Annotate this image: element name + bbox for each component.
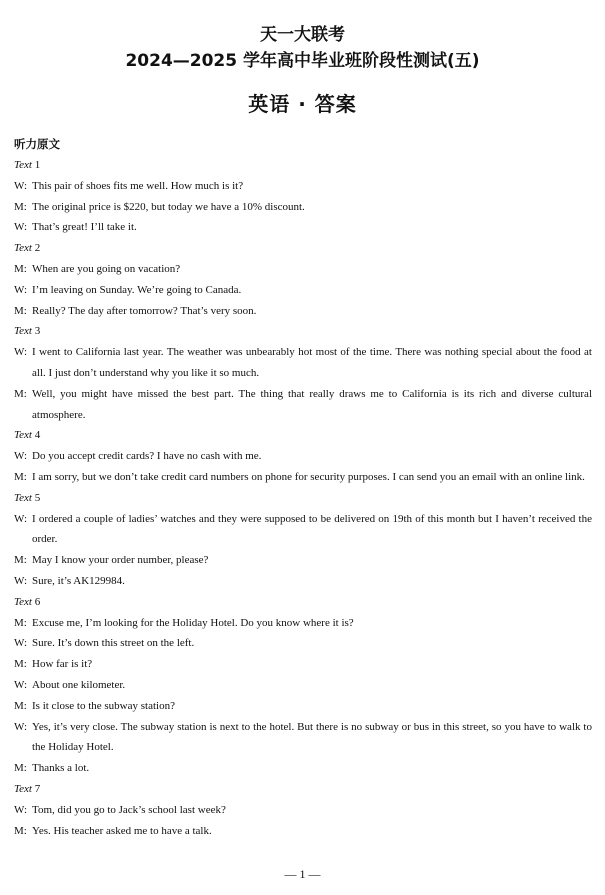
exam-title: 2024—2025 学年高中毕业班阶段性测试(五)	[125, 51, 480, 71]
text-label-number: 1	[34, 159, 41, 171]
speaker-tag: W:	[14, 574, 28, 587]
speaker-tag: M:	[14, 658, 27, 671]
speech-text: I am sorry, but we don’t take credit card numbers on phone for security purposes. I can send you an email with an online link.	[32, 470, 585, 483]
speaker-tag: M:	[14, 200, 27, 213]
speech-text: That’s great! I’ll take it.	[32, 221, 137, 234]
text-label-word: Text	[14, 242, 32, 255]
speaker-tag: W:	[14, 450, 28, 463]
text-label-word: Text	[14, 325, 32, 338]
speaker-tag: W:	[14, 346, 28, 359]
text-label	[14, 238, 592, 259]
speech-text: Yes, it’s very close. The subway station is next to the hotel. But there is no subway or bus in this street, so you have to walk to the Holiday Hotel.	[32, 720, 592, 754]
speech-text: About one kilometer.	[32, 678, 126, 691]
dialogue-line	[14, 758, 592, 779]
speech-text: I’m leaving on Sunday. We’re going to Canada.	[32, 283, 242, 296]
speech-text: I ordered a couple of ladies’ watches and they were supposed to be delivered on 19th of this month but I haven’t received the order.	[32, 512, 592, 546]
subject-title: 英语 · 答案	[248, 92, 357, 116]
dialogue-line	[14, 197, 592, 218]
speaker-tag: W:	[14, 637, 28, 650]
text-label	[14, 425, 592, 446]
text-label-number: 2	[34, 242, 41, 255]
speech-text: Really? The day after tomorrow? That’s very soon.	[32, 304, 257, 317]
dialogue-line	[14, 675, 592, 696]
text-label-word: Text	[14, 595, 32, 608]
text-label-word: Text	[14, 782, 32, 795]
text-label	[14, 321, 592, 342]
speaker-tag: W:	[14, 512, 28, 525]
speaker-tag: M:	[14, 304, 27, 317]
text-label-number: 6	[34, 595, 41, 608]
dialogue-line	[14, 467, 592, 488]
dialogue-line	[14, 342, 592, 384]
speaker-tag: M:	[14, 470, 27, 483]
listening-transcript	[14, 155, 592, 841]
speech-text: Thanks a lot.	[32, 762, 90, 775]
speech-text: I went to California last year. The weather was unbearably hot most of the time. There was nothing special about the food at all. I just don’t understand why you like it so much.	[32, 346, 592, 379]
dialogue-line	[14, 571, 592, 592]
speaker-tag: W:	[14, 283, 28, 296]
speaker-tag: M:	[14, 824, 27, 837]
speaker-tag: M:	[14, 616, 27, 629]
speech-text: Excuse me, I’m looking for the Holiday Hotel. Do you know where it is?	[32, 616, 354, 629]
dialogue-line	[14, 821, 592, 842]
speech-text: Do you accept credit cards? I have no cash with me.	[32, 450, 262, 463]
speaker-tag: M:	[14, 387, 27, 400]
speaker-tag: W:	[14, 179, 28, 192]
speaker-tag: W:	[14, 720, 28, 733]
page-number: — 1 —	[284, 867, 321, 881]
speech-text: When are you going on vacation?	[32, 262, 181, 275]
dialogue-line	[14, 550, 592, 571]
speaker-tag: W:	[14, 678, 28, 691]
dialogue-line	[14, 259, 592, 280]
speaker-tag: M:	[14, 699, 27, 712]
dialogue-line	[14, 717, 592, 759]
speech-text: Yes. His teacher asked me to have a talk.	[32, 824, 212, 837]
dialogue-line	[14, 696, 592, 717]
dialogue-line	[14, 176, 592, 197]
speaker-tag: W:	[14, 803, 28, 816]
speech-text: This pair of shoes fits me well. How much is it?	[32, 179, 244, 192]
text-label-number: 5	[34, 491, 41, 504]
text-label-number: 4	[34, 429, 41, 442]
speaker-tag: M:	[14, 762, 27, 775]
text-label-word: Text	[14, 491, 32, 504]
speech-text: Is it close to the subway station?	[32, 699, 175, 712]
speech-text: The original price is $220, but today we have a 10% discount.	[32, 200, 305, 213]
dialogue-line	[14, 280, 592, 301]
dialogue-line	[14, 217, 592, 238]
dialogue-line	[14, 446, 592, 467]
text-label-number: 3	[34, 325, 41, 338]
text-label	[14, 592, 592, 613]
text-label	[14, 155, 592, 176]
speaker-tag: W:	[14, 221, 28, 234]
dialogue-line	[14, 613, 592, 634]
dialogue-line	[14, 509, 592, 551]
text-label	[14, 488, 592, 509]
speaker-tag: M:	[14, 262, 27, 275]
speech-text: Tom, did you go to Jack’s school last week?	[32, 803, 226, 816]
text-label-word: Text	[14, 429, 32, 442]
dialogue-line	[14, 633, 592, 654]
speech-text: Well, you might have missed the best part. The thing that really draws me to California is its rich and diverse cultural atmosphere.	[32, 387, 592, 421]
speech-text: May I know your order number, please?	[32, 554, 209, 567]
text-label-word: Text	[14, 159, 32, 171]
text-label	[14, 779, 592, 800]
text-label-number: 7	[34, 782, 41, 795]
dialogue-line	[14, 654, 592, 675]
dialogue-line	[14, 384, 592, 426]
section-title-listening: 听力原文	[14, 137, 60, 151]
dialogue-line	[14, 301, 592, 322]
speech-text: Sure. It’s down this street on the left.	[32, 637, 195, 650]
speaker-tag: M:	[14, 554, 27, 567]
dialogue-line	[14, 800, 592, 821]
organization-title: 天一大联考	[260, 25, 345, 45]
speech-text: Sure, it’s AK129984.	[32, 574, 125, 587]
speech-text: How far is it?	[32, 658, 93, 671]
